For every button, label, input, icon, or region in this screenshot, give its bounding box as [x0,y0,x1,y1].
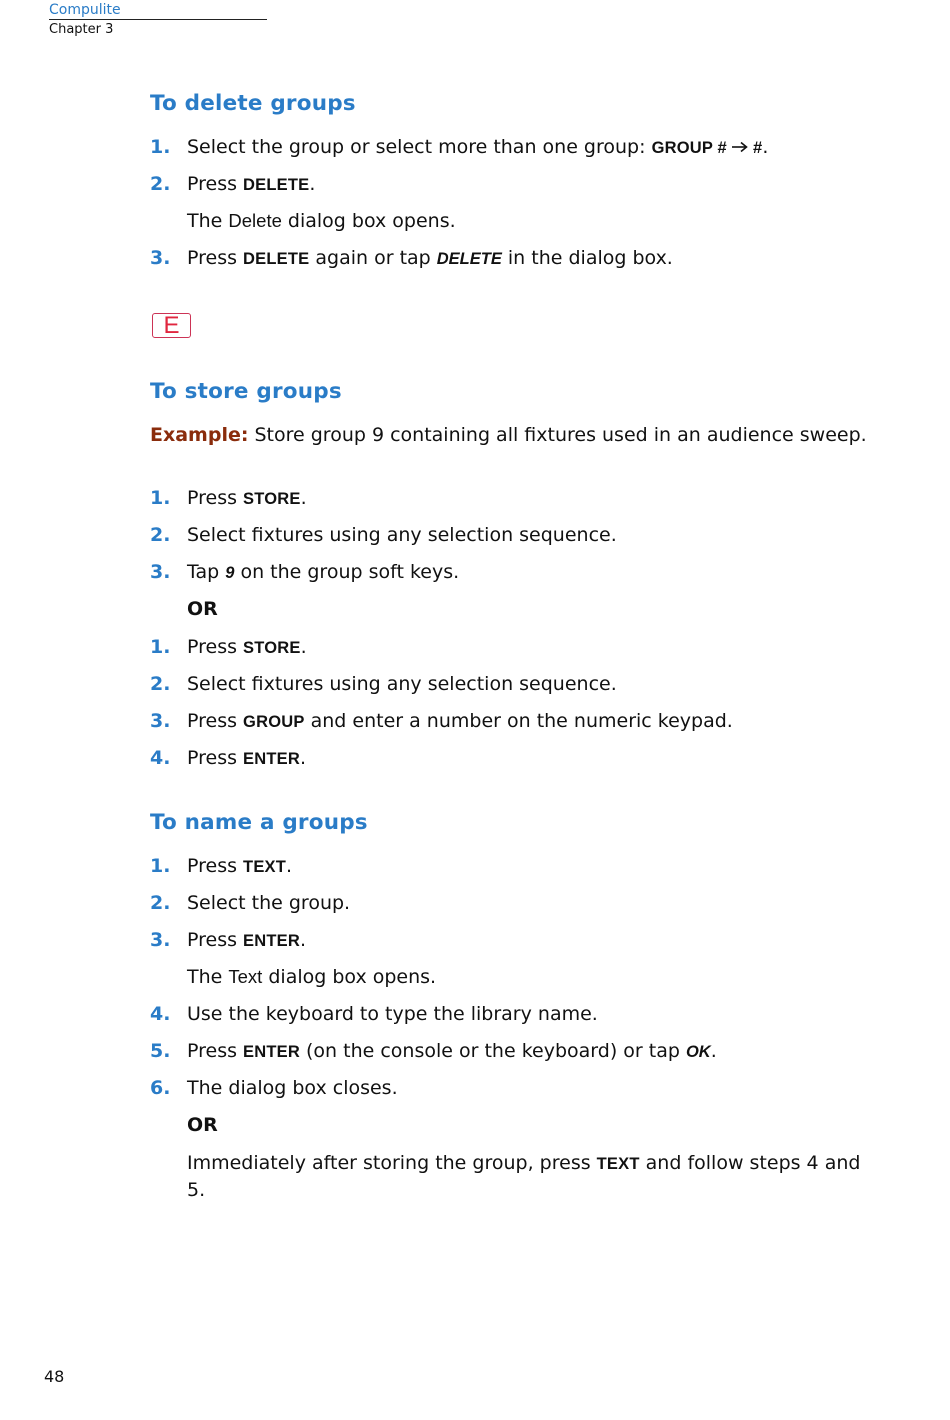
key-delete: DELETE [243,250,310,268]
page-number: 48 [44,1367,65,1386]
key-hash: # [752,139,763,157]
name-or: OR [187,1114,218,1136]
key-text: TEXT [596,1155,640,1173]
key-delete: DELETE [243,176,310,194]
ui-text-dialog: Text [228,966,263,987]
key-store: STORE [243,490,301,508]
header-chapter: Chapter 3 [49,22,114,37]
store-or: OR [187,598,218,620]
section-title-name: To name a groups [150,810,368,835]
softkey-9: 9 [225,564,235,582]
softkey-ok: OK [685,1043,711,1061]
delete-note: The Delete dialog box opens. [187,210,456,232]
step-number: 2. [150,524,171,546]
step-number: 1. [150,855,171,877]
name-final-paragraph: Immediately after storing the group, press TEXT and follow steps 4 and 5. [187,1152,861,1201]
step-number: 1. [150,136,171,158]
key-enter: ENTER [243,750,300,768]
arrow-right-icon [731,141,749,153]
step-number: 5. [150,1040,171,1062]
step-number: 4. [150,747,171,769]
step-number: 3. [150,247,171,269]
key-group-hash: GROUP # [651,139,727,157]
step-number: 4. [150,1003,171,1025]
softkey-delete: DELETE [436,250,502,268]
example-label: Example: [150,424,249,446]
example-badge-icon: E [152,313,191,338]
key-store: STORE [243,639,301,657]
step-number: 3. [150,710,171,732]
key-text: TEXT [243,858,287,876]
running-header [49,2,267,39]
section-title-delete: To delete groups [150,91,356,116]
step-number: 3. [150,561,171,583]
step-number: 1. [150,487,171,509]
ui-delete-dialog: Delete [228,210,282,231]
header-rule [49,19,267,20]
step-number: 1. [150,636,171,658]
key-enter: ENTER [243,1043,300,1061]
step-number: 2. [150,173,171,195]
name-note: The Text dialog box opens. [187,966,437,988]
key-group: GROUP [243,713,305,731]
example-paragraph: Example: Store group 9 containing all fixtures used in an audience sweep. [150,424,867,446]
header-brand: Compulite [49,2,121,18]
key-enter: ENTER [243,932,300,950]
step-number: 6. [150,1077,171,1099]
step-number: 3. [150,929,171,951]
section-title-store: To store groups [150,379,342,404]
step-number: 2. [150,673,171,695]
step-number: 2. [150,892,171,914]
